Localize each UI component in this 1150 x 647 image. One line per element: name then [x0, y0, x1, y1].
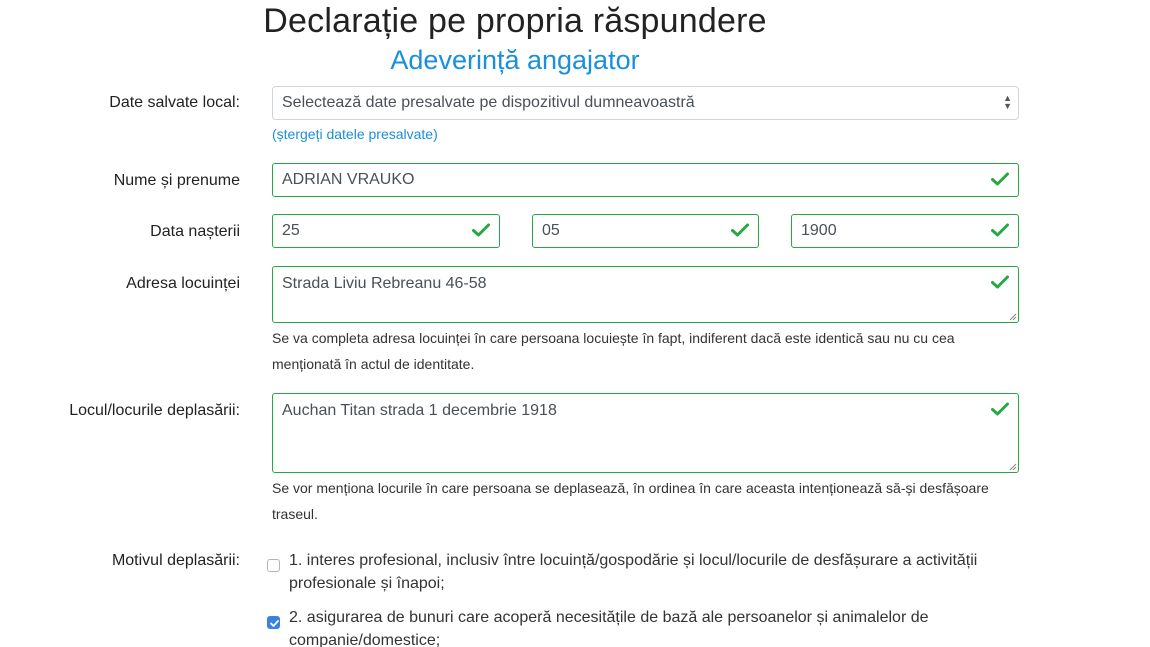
birth-year-input[interactable] — [791, 214, 1019, 248]
valid-check-icon — [991, 172, 1009, 186]
valid-check-icon — [991, 275, 1009, 289]
delete-saved-data-link[interactable]: (ștergeți datele presalvate) — [272, 126, 438, 142]
checkmark-icon — [269, 618, 280, 629]
reason-checkbox-2[interactable] — [267, 616, 280, 629]
address-label: Adresa locuinței — [126, 275, 240, 292]
page-title: Declarație pe propria răspundere — [263, 2, 767, 40]
reason-checkbox-1[interactable] — [267, 559, 280, 572]
resize-handle-icon[interactable] — [1008, 312, 1017, 321]
select-arrows-icon: ▲ ▼ — [1003, 93, 1012, 111]
birth-day-value: 25 — [282, 222, 300, 239]
address-textarea[interactable] — [272, 266, 1019, 323]
reason-label: Motivul deplasării: — [111, 552, 240, 569]
saved-data-select[interactable] — [272, 86, 1019, 120]
saved-data-select-value: Selectează date presalvate pe dispozitivul dumneavoastră — [282, 94, 695, 111]
page-subtitle: Adeverință angajator — [390, 45, 640, 75]
address-value: Strada Liviu Rebreanu 46-58 — [282, 275, 487, 292]
destinations-help-text: Se vor menționa locurile în care persoana se deplasează, în ordinea în care aceasta intenționează să-și desfășoare traseul. — [272, 480, 989, 522]
name-label: Nume și prenume — [113, 172, 240, 189]
birth-day-input[interactable] — [272, 214, 500, 248]
birth-month-value: 05 — [542, 222, 560, 239]
valid-check-icon — [991, 223, 1009, 237]
name-input[interactable] — [272, 163, 1019, 197]
birth-year-value: 1900 — [801, 222, 837, 239]
valid-check-icon — [731, 223, 749, 237]
birth-month-input[interactable] — [532, 214, 759, 248]
saved-data-label: Date salvate local: — [109, 94, 240, 111]
valid-check-icon — [472, 223, 490, 237]
name-input-value: ADRIAN VRAUKO — [282, 171, 415, 188]
birth-date-label: Data nașterii — [150, 223, 240, 240]
destinations-value: Auchan Titan strada 1 decembrie 1918 — [282, 402, 557, 419]
reason-option-2-label[interactable]: 2. asigurarea de bunuri care acoperă necesitățile de bază ale persoanelor și animalelor de companie/domestice; — [289, 609, 929, 647]
address-help-text: Se va completa adresa locuinței în care persoana locuiește în fapt, indiferent dacă este identică sau nu cu cea menționată în actul de identitate. — [272, 330, 955, 372]
reason-option-1-label[interactable]: 1. interes profesional, inclusiv între locuință/gospodărie și locul/locurile de desfășurare a activității profesionale și înapoi; — [289, 552, 978, 592]
destinations-textarea[interactable] — [272, 393, 1019, 473]
destinations-label: Locul/locurile deplasării: — [69, 402, 240, 419]
valid-check-icon — [991, 402, 1009, 416]
resize-handle-icon[interactable] — [1008, 462, 1017, 471]
